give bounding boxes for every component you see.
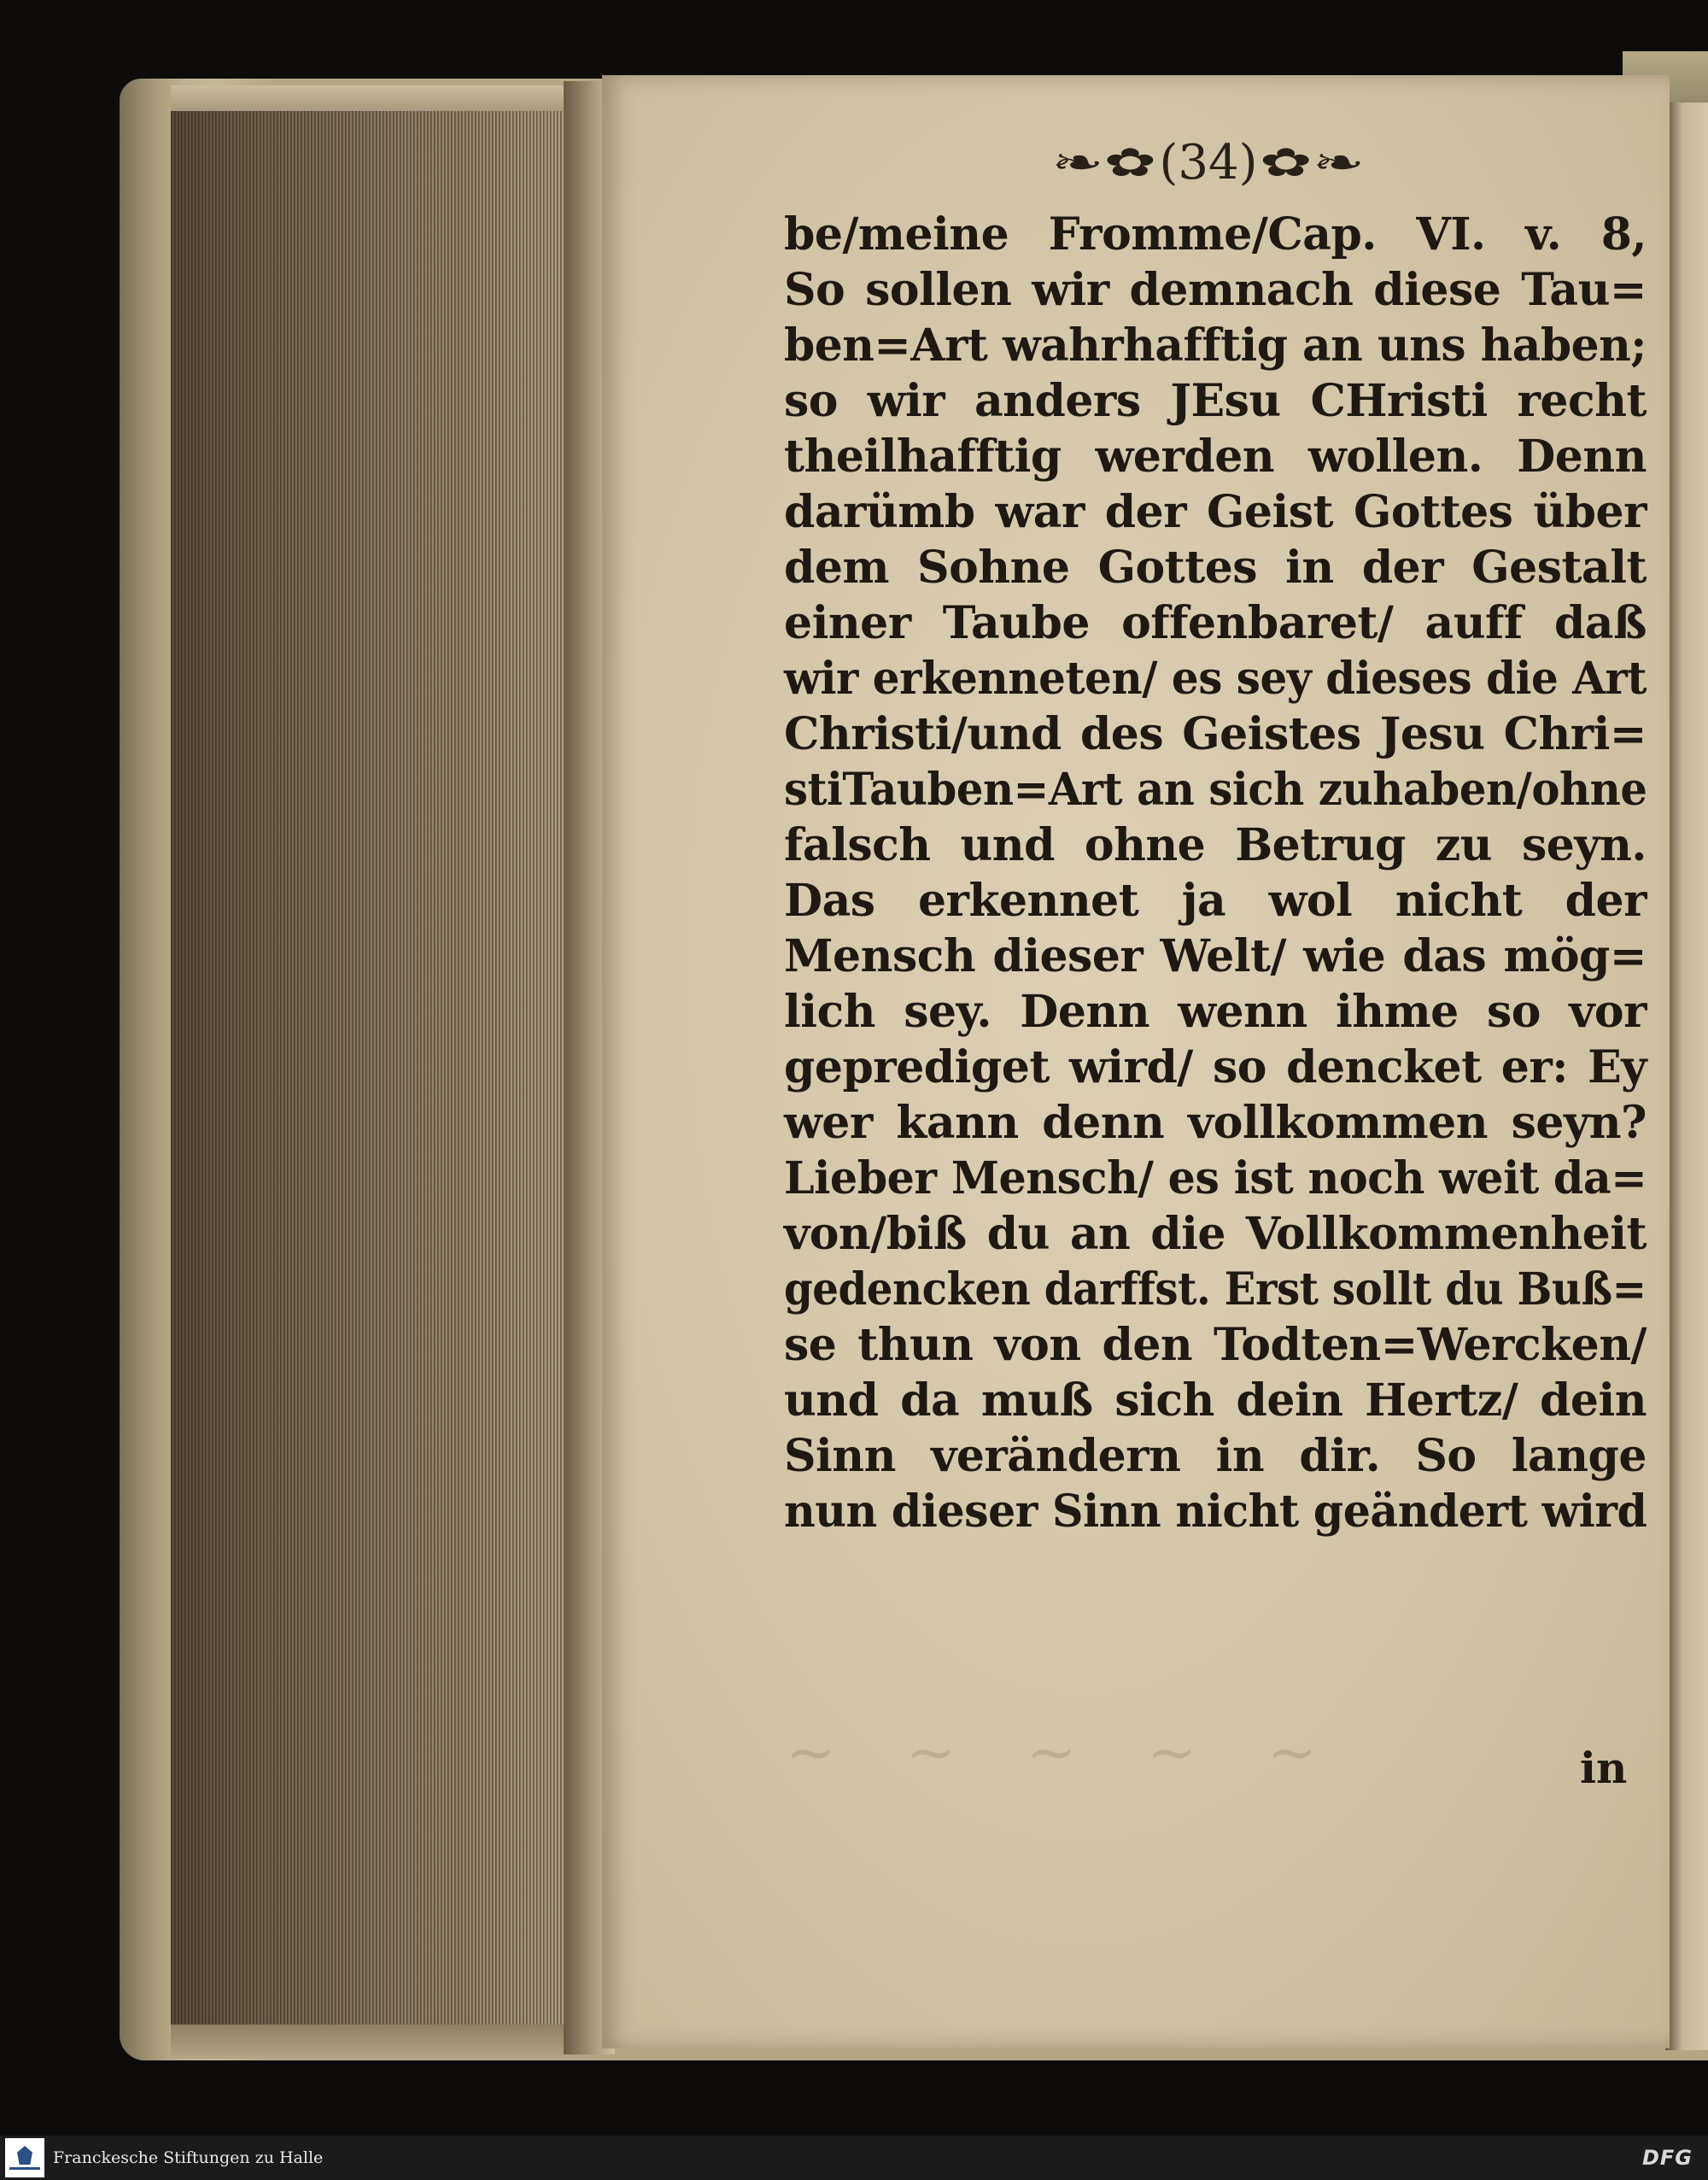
text-line: darümb war der Geist Gottes über	[784, 486, 1647, 538]
page-block-bottom-edge	[171, 2025, 598, 2059]
page-body-text	[784, 207, 1647, 1539]
text-line: se thun von den Todten=Wercken/	[784, 1319, 1647, 1371]
text-line: falsch und ohne Betrug zu seyn.	[784, 819, 1647, 871]
text-line: geprediget wird/ so dencket er: Ey	[784, 1041, 1647, 1093]
ornament-right-icon: ✿❧	[1260, 139, 1366, 185]
text-line: so wir anders JEsu CHristi recht	[784, 375, 1647, 427]
dfg-logo: DFG	[1641, 2146, 1693, 2170]
logo-underline	[9, 2167, 40, 2170]
text-line: be/meine Fromme/Cap. VI. v. 8,	[784, 208, 1647, 261]
text-line: dem Sohne Gottes in der Gestalt	[784, 542, 1647, 594]
text-line: lich sey. Denn wenn ihme so vor	[784, 986, 1647, 1038]
text-line: Mensch dieser Welt/ wie das mög=	[784, 930, 1647, 982]
text-line: gedencken darffst. Erst sollt du Buß=	[784, 1263, 1647, 1316]
page-block-edges	[171, 111, 572, 2033]
text-line: stiTauben=Art an sich zuhaben/ohne	[784, 764, 1647, 816]
text-line: und da muß sich dein Hertz/ dein	[784, 1374, 1647, 1427]
text-line: Lieber Mensch/ es ist noch weit da=	[784, 1152, 1647, 1204]
page-number: (34)	[1159, 134, 1258, 190]
text-line: wer kann denn vollkommen seyn?	[784, 1097, 1647, 1149]
catchword: in	[1580, 1743, 1628, 1793]
text-line: von/biß du an die Vollkommenheit	[784, 1208, 1647, 1260]
institution-logo-icon	[5, 2138, 44, 2177]
text-line: nun dieser Sinn nicht geändert wird	[784, 1486, 1647, 1538]
bleed-through-text: ~ ~ ~ ~ ~	[786, 1717, 1343, 1787]
text-line: So sollen wir demnach diese Tau=	[784, 264, 1647, 316]
text-line: Das erkennet ja wol nicht der	[784, 875, 1647, 927]
text-line: Sinn verändern in dir. So lange	[784, 1430, 1647, 1482]
footer-bar	[0, 2136, 1708, 2180]
page-header	[1025, 128, 1392, 196]
page-number-value: 34	[1178, 134, 1239, 190]
ornament-left-icon: ❧✿	[1051, 139, 1157, 185]
text-line: einer Taube offenbaret/ auff daß	[784, 597, 1647, 649]
text-line: Christi/und des Geistes Jesu Chri=	[784, 708, 1647, 760]
logo-shape	[17, 2146, 32, 2165]
right-page-edge	[1665, 103, 1708, 2050]
text-line: ben=Art wahrhafftig an uns haben;	[784, 319, 1647, 372]
text-line: wir erkenneten/ es sey dieses die Art	[784, 653, 1647, 705]
institution-name: Franckesche Stiftungen zu Halle	[53, 2148, 324, 2167]
text-line: theilhafftig werden wollen. Denn	[784, 431, 1647, 483]
